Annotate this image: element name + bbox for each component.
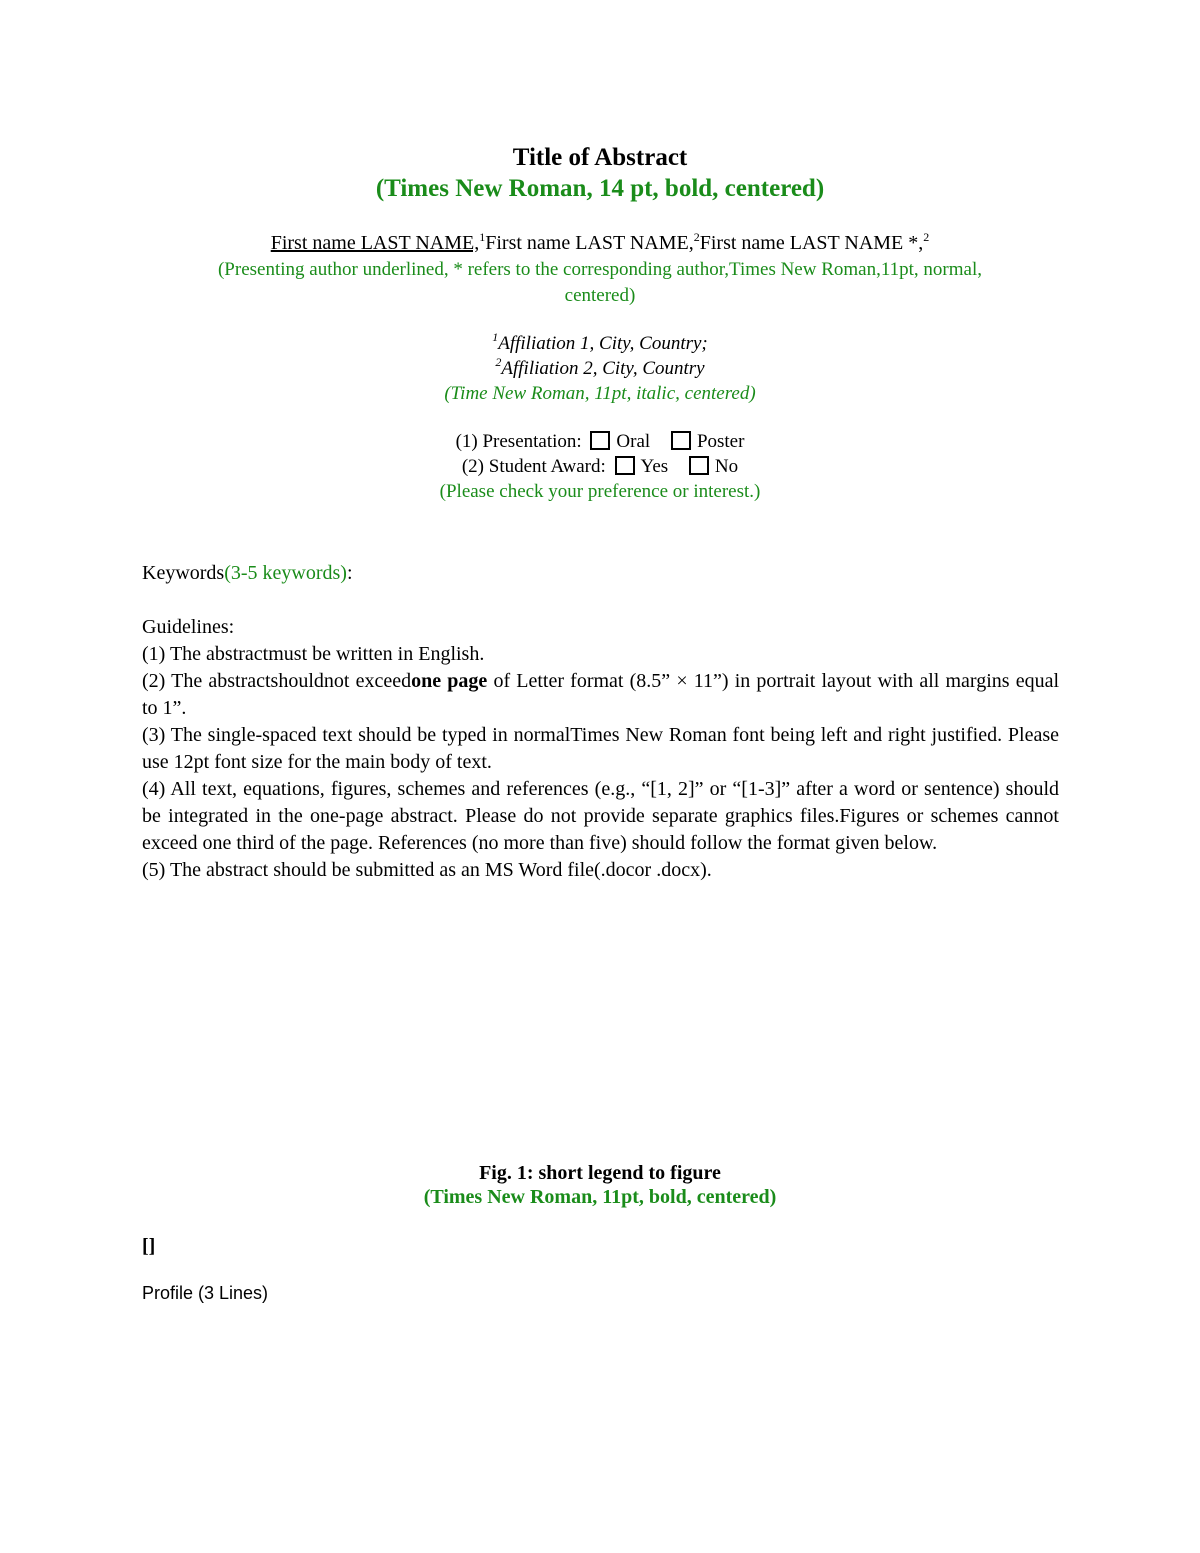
no-label: No — [714, 456, 739, 477]
options-note: (Please check your preference or interest.) — [439, 481, 761, 502]
reference-placeholder: [] — [142, 1235, 156, 1257]
guideline-1: (1) The abstractmust be written in English. — [142, 643, 485, 665]
figure-caption: Fig. 1: short legend to figure — [479, 1162, 721, 1184]
oral-checkbox[interactable] — [590, 431, 610, 450]
guideline-5: (5) The abstract should be submitted as an MS Word file(.docor .docx). — [142, 859, 712, 881]
abstract-title: Title of Abstract — [512, 144, 688, 171]
author-format-note: (Presenting author underlined, * refers to the corresponding author,Times New Roman,11pt, normal, centered) — [217, 259, 982, 306]
yes-checkbox[interactable] — [615, 456, 635, 475]
yes-label: Yes — [640, 456, 669, 477]
guideline-4: (4) All text, equations, figures, schemes and references (e.g., “[1, 2]” or “[1-3]” after a word or sentence) should be integrated in the one-page abstract. Please do not provide separate graphics files.Figures or schemes cannot exceed one third of the page. References (no more than five) should follow the format given below. — [142, 778, 1059, 854]
presenting-author: First name LAST NAME, — [270, 232, 480, 254]
student-award-options — [0, 454, 1200, 480]
author1-affiliation-sup: 1 — [479, 230, 486, 244]
author-2: First name LAST NAME, — [485, 232, 694, 254]
figure-format-note: (Times New Roman, 11pt, bold, centered) — [423, 1186, 777, 1208]
author-list — [0, 230, 1200, 256]
corresponding-author: First name LAST NAME *, — [699, 232, 924, 254]
profile-label: Profile (3 Lines) — [142, 1283, 269, 1303]
award-label: (2) Student Award: — [461, 456, 606, 477]
author3-affiliation-sup: 2 — [923, 230, 930, 244]
no-checkbox[interactable] — [689, 456, 709, 475]
guidelines-section — [142, 614, 1059, 884]
guideline-3: (3) The single-spaced text should be typed in normalTimes New Roman font being left and right justified. Please use 12pt font size for the main body of text. — [142, 724, 1059, 773]
keywords-label: Keywords — [142, 562, 225, 584]
title-format-note: (Times New Roman, 14 pt, bold, centered) — [375, 175, 825, 202]
affiliation-2: $^2$Affiliation 2, City, Country — [495, 355, 705, 379]
affiliation-format-note: (Time New Roman, 11pt, italic, centered) — [444, 383, 756, 404]
oral-label: Oral — [616, 431, 651, 452]
author2-affiliation-sup: 2 — [693, 230, 700, 244]
affiliation-1: $^1$Affiliation 1, City, Country; — [492, 330, 708, 354]
presentation-label: (1) Presentation: — [455, 431, 582, 452]
guideline-2: (2) The abstractshouldnot exceedone page of Letter format (8.5” × 11”) in portrait layout with all margins equal to 1”. — [142, 670, 1060, 719]
poster-label: Poster — [696, 431, 745, 452]
presentation-options — [0, 429, 1200, 455]
keywords-line: Keywords(3-5 keywords): — [142, 562, 353, 584]
poster-checkbox[interactable] — [671, 431, 691, 450]
guidelines-heading: Guidelines: — [142, 616, 235, 638]
keywords-hint: (3-5 keywords) — [224, 562, 347, 584]
